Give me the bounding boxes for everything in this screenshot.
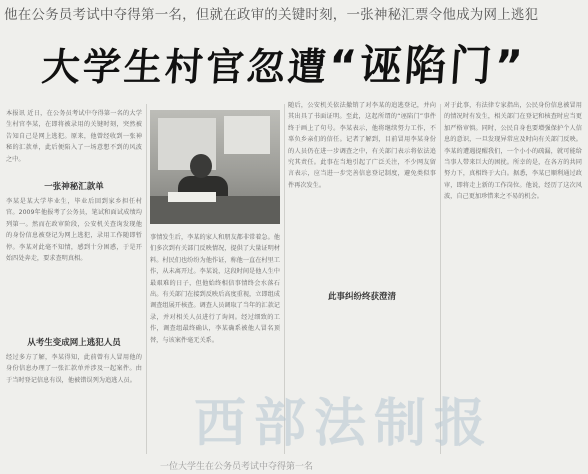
column-2: 事情发生后，李某的家人和朋友都非常着急。他们多次到有关部门反映情况，提供了大量证明材料。村民们也纷纷为他作证，称他一直在村里工作，从未离开过。李某说，这段时间是他人生中最艰难的日子，但他始终相信事情终会水落石出。有关部门在接到反映后高度重视，立即组成调查组展开核查。调查人员调取了当年的汇款记录，并对相关人员进行了询问。经过细致的工作，调查组最终确认，李某确系被他人冒名顶替，与该案件毫无关系。: [150, 234, 280, 344]
subhead-1: 一张神秘汇款单: [44, 182, 104, 192]
column-3: 随后，公安机关依法撤销了对李某的追逃登记，并向其出具了书面证明。至此，这起所谓的“诬陷门”事件终于画上了句号。李某表示，他将继续努力工作，不辜负乡亲们的信任。记者了解到，目前冒用李某身份的人员仍在进一步调查之中，有关部门表示将依法追究其责任。此事在当地引起了广泛关注，不少网友留言表示，应当进一步完善信息登记制度，避免类似事件再次发生。: [288, 102, 436, 189]
column-divider: [146, 104, 147, 454]
column-4: 对于此事，有法律专家指出，公民身份信息被冒用的情况时有发生，相关部门在登记和核查时应当更加严格审慎。同时，公民自身也要增强保护个人信息的意识，一旦发现异常应及时向有关部门反映。李某的遭遇提醒我们，一个小小的疏漏，就可能给当事人带来巨大的困扰。所幸的是，在各方的共同努力下，真相终于大白。据悉，李某已顺利通过政审，即将走上新的工作岗位。他说，经历了这次风波，自己更加珍惜来之不易的机会。: [444, 102, 582, 201]
article-kicker: 他在公务员考试中夺得第一名，但就在政审的关键时刻，一张神秘汇票令他成为网上逃犯: [4, 7, 539, 23]
article-photo: [150, 110, 280, 224]
headline-quoted: “诬陷门”: [327, 41, 527, 90]
watermark: 西部法制报: [194, 394, 495, 454]
subhead-2: 从考生变成网上逃犯人员: [27, 338, 121, 348]
subhead-3: 此事纠纷终获澄清: [327, 292, 396, 302]
column-1a: 本报讯 近日，在公务员考试中夺得第一名的大学生村官李某，在即将被录用的关键时刻，突然被告知自己是网上逃犯。原来，他曾经收到一张神秘的汇款单，此后便陷入了一场意想不到的风波之中。: [6, 110, 142, 163]
column-1c: 经过多方了解，李某得知，此前曾有人冒用他的身份信息办理了一张汇款单并涉及一起案件。由于当时登记信息有误，他被错误列为追逃人员。: [6, 354, 142, 384]
article-headline: [40, 38, 564, 94]
column-1b: 李某是某大学毕业生，毕业后回到家乡担任村官。2009年他报考了公务员，笔试和面试成绩均列第一。然而在政审阶段，公安机关查询发现他的身份信息被登记为网上逃犯，录用工作随即暂停。李某对此毫不知情，感到十分困惑，于是开始四处奔走，要求查明真相。: [6, 198, 142, 263]
footer-text: 一位大学生在公务员考试中夺得第一名: [160, 462, 314, 472]
headline-main: 大学生村官忽遭: [40, 45, 331, 89]
